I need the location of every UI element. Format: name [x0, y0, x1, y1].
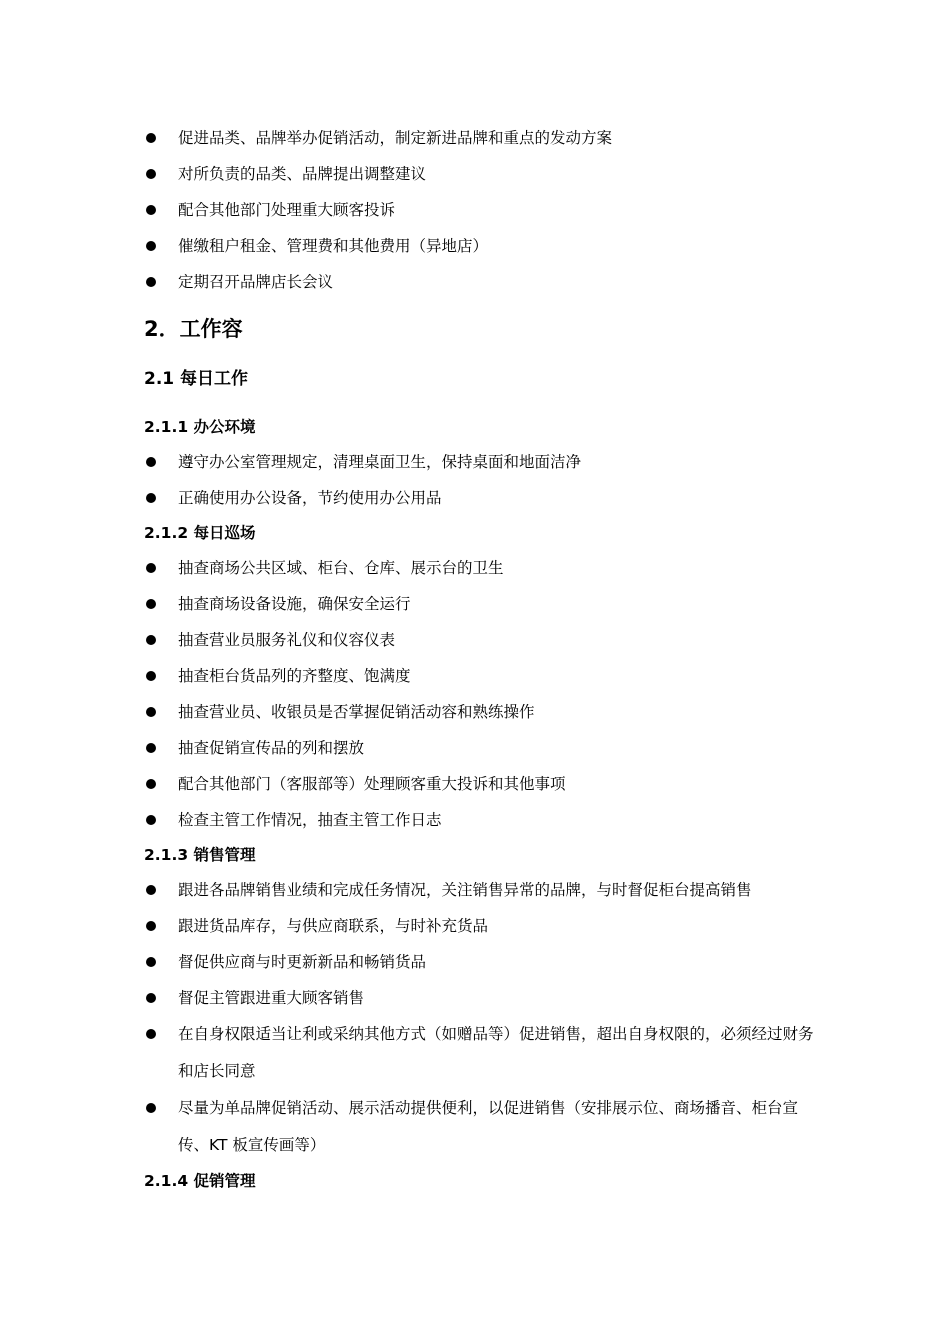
- list-item: 催缴租户租金、管理费和其他费用（异地店）: [144, 228, 824, 264]
- bullet-icon: [146, 957, 156, 967]
- list-item: 尽量为单品牌促销活动、展示活动提供便利，以促进销售（安排展示位、商场播音、柜台宣传、KT 板宣传画等）: [144, 1090, 824, 1164]
- list-item: 督促主管跟进重大顾客销售: [144, 980, 824, 1016]
- sales-management-list: [144, 872, 824, 1164]
- list-item: 正确使用办公设备，节约使用办公用品: [144, 480, 824, 516]
- list-item: 跟进货品库存，与供应商联系，与时补充货品: [144, 908, 824, 944]
- bullet-icon: [146, 457, 156, 467]
- bullet-icon: [146, 563, 156, 573]
- intro-list: [144, 120, 824, 300]
- bullet-icon: [146, 743, 156, 753]
- section-heading-2-1-2: 2.1.2 每日巡场: [144, 524, 256, 542]
- bullet-icon: [146, 707, 156, 717]
- bullet-icon: [146, 169, 156, 179]
- bullet-icon: [146, 1103, 156, 1113]
- list-item: 抽查柜台货品列的齐整度、饱满度: [144, 658, 824, 694]
- bullet-icon: [146, 993, 156, 1003]
- bullet-icon: [146, 885, 156, 895]
- list-item: 遵守办公室管理规定，清理桌面卫生，保持桌面和地面洁净: [144, 444, 824, 480]
- bullet-icon: [146, 815, 156, 825]
- bullet-icon: [146, 205, 156, 215]
- list-item: 配合其他部门处理重大顾客投诉: [144, 192, 824, 228]
- bullet-icon: [146, 277, 156, 287]
- bullet-icon: [146, 921, 156, 931]
- list-item: 抽查商场设备设施，确保安全运行: [144, 586, 824, 622]
- list-item: 跟进各品牌销售业绩和完成任务情况，关注销售异常的品牌，与时督促柜台提高销售: [144, 872, 824, 908]
- bullet-icon: [146, 671, 156, 681]
- list-item: 抽查营业员服务礼仪和仪容仪表: [144, 622, 824, 658]
- list-item: 检查主管工作情况，抽查主管工作日志: [144, 802, 824, 838]
- section-heading-2: 2．工作容: [144, 317, 243, 341]
- bullet-icon: [146, 599, 156, 609]
- bullet-icon: [146, 241, 156, 251]
- list-item: 督促供应商与时更新新品和畅销货品: [144, 944, 824, 980]
- list-item: 配合其他部门（客服部等）处理顾客重大投诉和其他事项: [144, 766, 824, 802]
- list-item: 在自身权限适当让利或采纳其他方式（如赠品等）促进销售，超出自身权限的，必须经过财务和店长同意: [144, 1016, 824, 1090]
- list-item: 抽查促销宣传品的列和摆放: [144, 730, 824, 766]
- bullet-icon: [146, 1029, 156, 1039]
- list-item: 定期召开品牌店长会议: [144, 264, 824, 300]
- list-item: 抽查商场公共区域、柜台、仓库、展示台的卫生: [144, 550, 824, 586]
- document-content: [144, 120, 824, 1198]
- section-heading-2-1-4: 2.1.4 促销管理: [144, 1172, 256, 1190]
- section-heading-2-1-1: 2.1.1 办公环境: [144, 418, 256, 436]
- section-heading-2-1: 2.1 每日工作: [144, 369, 249, 389]
- office-environment-list: [144, 444, 824, 516]
- bullet-icon: [146, 779, 156, 789]
- bullet-icon: [146, 133, 156, 143]
- list-item: 对所负责的品类、品牌提出调整建议: [144, 156, 824, 192]
- daily-patrol-list: [144, 550, 824, 838]
- section-heading-2-1-3: 2.1.3 销售管理: [144, 846, 256, 864]
- list-item: 促进品类、品牌举办促销活动，制定新进品牌和重点的发动方案: [144, 120, 824, 156]
- bullet-icon: [146, 493, 156, 503]
- list-item: 抽查营业员、收银员是否掌握促销活动容和熟练操作: [144, 694, 824, 730]
- bullet-icon: [146, 635, 156, 645]
